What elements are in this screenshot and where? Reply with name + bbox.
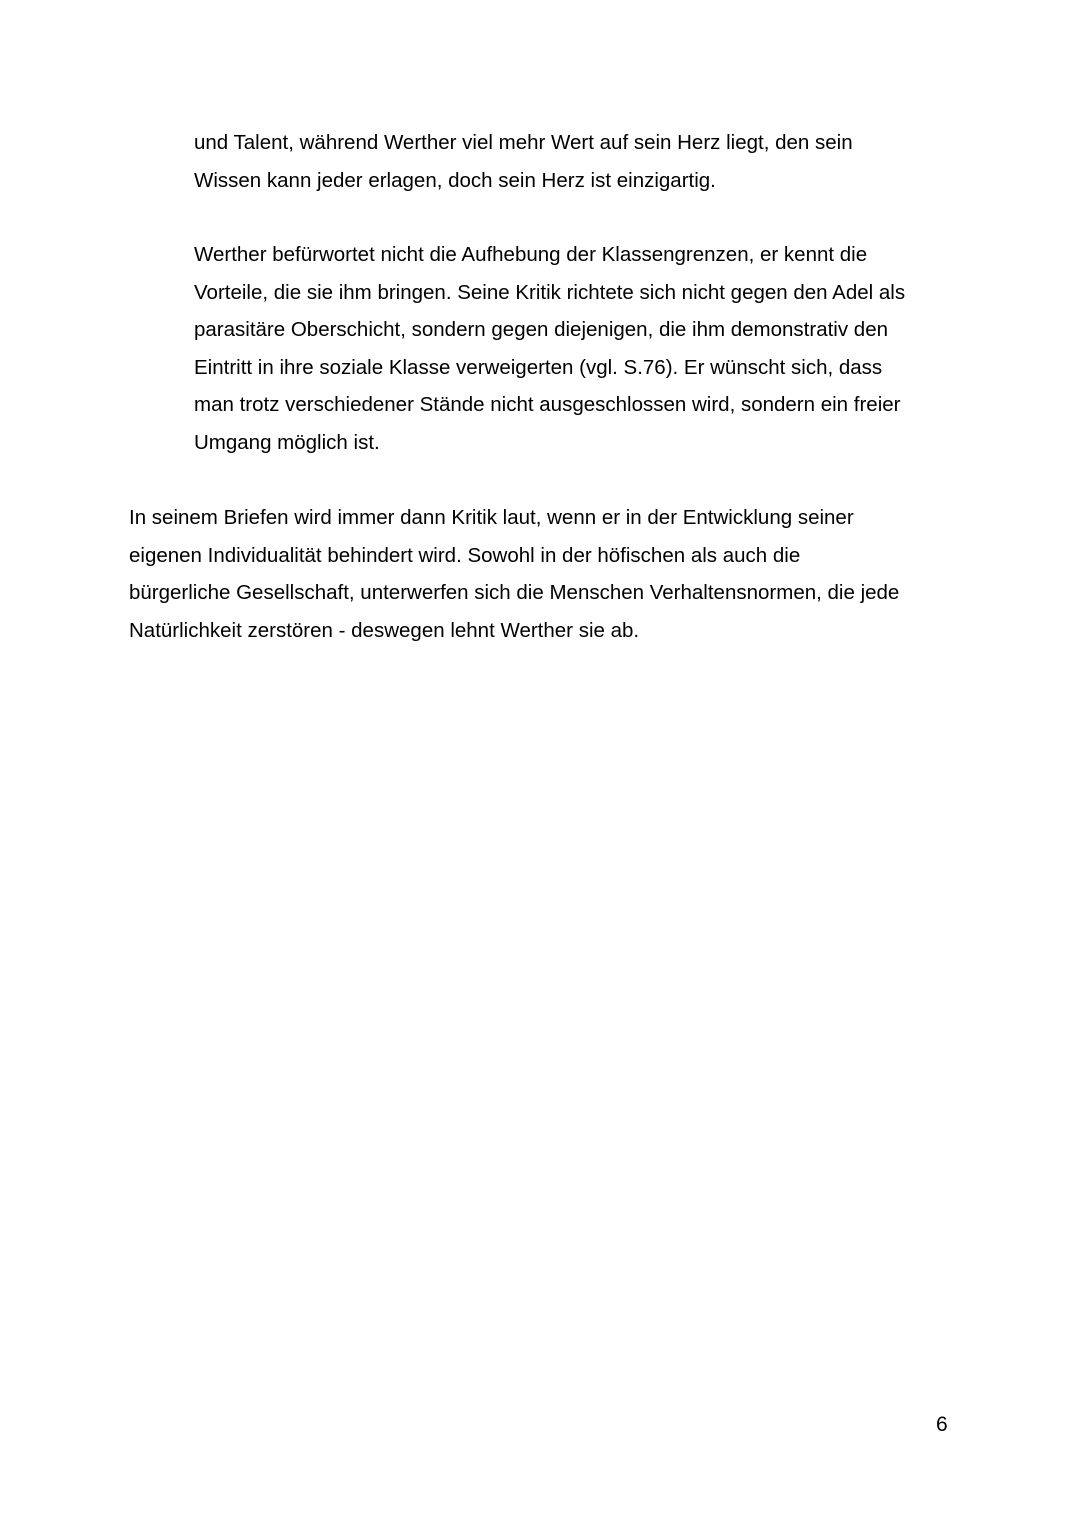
text-line: eigenen Individualität behindert wird. Sowohl in der höfischen als auch die: [129, 543, 801, 567]
text-line: Wissen kann jeder erlagen, doch sein Herz ist einzigartig.: [194, 168, 716, 192]
text-line: und Talent, während Werther viel mehr Wert auf sein Herz liegt, den sein: [194, 131, 853, 154]
text-line: bürgerliche Gesellschaft, unterwerfen sich die Menschen Verhaltensnormen, die jede: [129, 581, 900, 604]
text-line: Umgang möglich ist.: [194, 430, 380, 454]
paragraph-3: [129, 499, 899, 649]
text-line: Vorteile, die sie ihm bringen. Seine Kritik richtete sich nicht gegen den Adel als: [194, 280, 906, 304]
text-line: Werther befürwortet nicht die Aufhebung der Klassengrenzen, er kennt die: [194, 243, 868, 266]
text-line: In seinem Briefen wird immer dann Kritik laut, wenn er in der Entwicklung seiner: [129, 506, 854, 529]
text-line: parasitäre Oberschicht, sondern gegen diejenigen, die ihm demonstrativ den: [194, 318, 888, 341]
page-number: 6: [936, 1413, 948, 1436]
paragraph-1: [194, 124, 853, 199]
text-line: Natürlichkeit zerstören - deswegen lehnt Werther sie ab.: [129, 618, 640, 642]
text-line: Eintritt in ihre soziale Klasse verweigerten (vgl. S.76). Er wünscht sich, dass: [194, 355, 883, 379]
paragraph-2: [194, 236, 905, 461]
text-line: man trotz verschiedener Stände nicht ausgeschlossen wird, sondern ein freier: [194, 393, 901, 416]
